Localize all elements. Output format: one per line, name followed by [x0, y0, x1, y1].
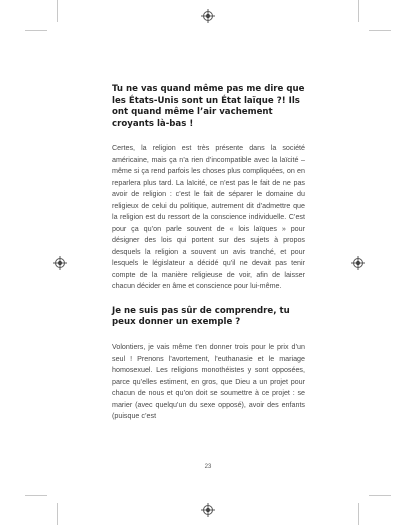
registration-mark-right: [353, 258, 363, 268]
registration-mark-bottom: [203, 505, 213, 515]
crop-mark: [369, 495, 391, 496]
registration-mark-top: [203, 11, 213, 21]
answer-paragraph: Volontiers, je vais même t’en donner trois pour le prix d’un seul ! Prenons l’avortement, l’euthanasie et le mariage homosexuel. Les religions monothéistes y sont opposées, parce qu’elles estiment, en gros, que Dieu a un projet pour chacun de nous et qu’on doit se soumettre à ce projet : se marier (avec quelqu’un du sexe opposé), avoir des enfants (puisque c’est: [112, 343, 305, 421]
crop-mark: [358, 503, 359, 525]
answer-paragraph: Certes, la religion est très présente dans la société américaine, mais ça n’a rien d’incompatible avec la laïcité – même si ça rend parfois les choses plus compliquées, on en reparlera plus tard. La laïcité, ce n’est pas le fait de ne pas avoir de religion : c’est le fait de séparer le domaine du religieux de celui du politique, autrement dit d’admettre que la religion est du ressort de la conscience individuelle. C’est pour ça qu’on parle souvent de « lois laïques » pour désigner des lois qui portent sur des sujets à propos desquels la religion a souvent un avis tranché, et pour lesquels le législateur a décidé qu’il ne devait pas tenir compte de la manière religieuse de voir, afin de laisser chacun décider en âme et conscience pour lui-même.: [112, 144, 305, 291]
crop-mark: [57, 503, 58, 525]
question-heading: Tu ne vas quand même pas me dire que les États-Unis sont un État laïque ?! Ils ont quand même l’air vachement croyants là-bas !: [112, 84, 305, 129]
crop-mark: [57, 0, 58, 22]
registration-mark-left: [55, 258, 65, 268]
question-heading: Je ne suis pas sûr de comprendre, tu peux donner un exemple ?: [112, 305, 290, 328]
crop-mark: [25, 30, 47, 31]
page-body: [112, 80, 305, 423]
crop-mark: [369, 30, 391, 31]
page-number: 23: [204, 464, 212, 470]
crop-mark: [358, 0, 359, 22]
crop-mark: [25, 495, 47, 496]
